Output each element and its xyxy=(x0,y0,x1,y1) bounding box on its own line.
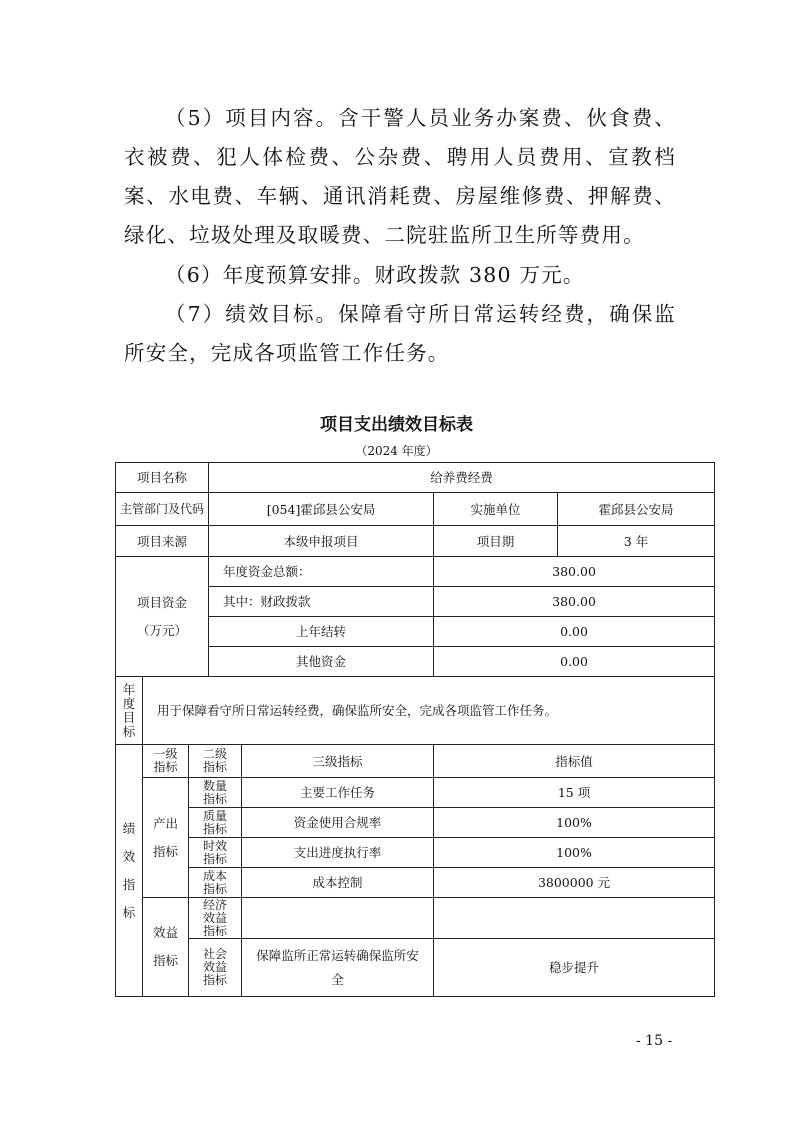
period-value: 3 年 xyxy=(558,526,715,557)
table-row xyxy=(116,808,715,838)
table-row xyxy=(116,557,715,587)
output-l3: 支出进度执行率 xyxy=(242,838,434,868)
table-row xyxy=(116,939,715,997)
dept-label: 主管部门及代码 xyxy=(116,493,209,526)
funds-label-cell xyxy=(116,557,209,677)
output-value: 3800000 元 xyxy=(434,868,715,898)
benefit-l3 xyxy=(242,898,434,939)
funds-other-value: 0.00 xyxy=(434,647,715,677)
header-level3: 三级指标 xyxy=(242,745,434,778)
funds-label: 项目资金 xyxy=(137,594,188,610)
table-row xyxy=(116,677,715,745)
source-label: 项目来源 xyxy=(116,526,209,557)
source-value: 本级申报项目 xyxy=(209,526,434,557)
benefit-l2: 经济效益指标 xyxy=(189,898,242,939)
benefit-label: 效益指标 xyxy=(143,898,189,997)
dept-value: [054]霍邱县公安局 xyxy=(209,493,434,526)
benefit-l2: 社会效益指标 xyxy=(189,939,242,997)
benefit-l3: 保障监所正常运转确保监所安全 xyxy=(242,939,434,997)
output-l3: 主要工作任务 xyxy=(242,778,434,808)
funds-fiscal-value: 380.00 xyxy=(434,587,715,617)
output-l3: 成本控制 xyxy=(242,868,434,898)
header-level1: 一级指标 xyxy=(143,745,189,778)
benefit-value xyxy=(434,898,715,939)
performance-target-table xyxy=(115,462,715,997)
table-row xyxy=(116,838,715,868)
output-l2: 时效指标 xyxy=(189,838,242,868)
header-value: 指标值 xyxy=(434,745,715,778)
output-value: 100% xyxy=(434,808,715,838)
funds-carryover-label: 上年结转 xyxy=(209,617,434,647)
output-l2: 质量指标 xyxy=(189,808,242,838)
perf-label: 绩效指标 xyxy=(116,745,143,997)
funds-other-label: 其他资金 xyxy=(209,647,434,677)
table-row xyxy=(116,493,715,526)
table-row xyxy=(116,868,715,898)
output-value: 15 项 xyxy=(434,778,715,808)
output-value: 100% xyxy=(434,838,715,868)
table-row xyxy=(116,526,715,557)
page-number: - 15 - xyxy=(636,1033,673,1049)
output-l3: 资金使用合规率 xyxy=(242,808,434,838)
period-label: 项目期 xyxy=(434,526,558,557)
impl-label: 实施单位 xyxy=(434,493,558,526)
table-row xyxy=(116,778,715,808)
header-level2: 二级指标 xyxy=(189,745,242,778)
funds-total-value: 380.00 xyxy=(434,557,715,587)
impl-value: 霍邱县公安局 xyxy=(558,493,715,526)
table-row xyxy=(116,898,715,939)
table-subtitle: （2024 年度） xyxy=(355,444,438,458)
project-name-label: 项目名称 xyxy=(116,463,209,493)
funds-unit: （万元） xyxy=(137,622,188,638)
project-name-value: 给养费经费 xyxy=(209,463,715,493)
funds-total-label: 年度资金总额： xyxy=(209,557,434,587)
paragraph-annual-budget: （6）年度预算安排。财政拨款 380 万元。 xyxy=(165,263,585,287)
table-title: 项目支出绩效目标表 xyxy=(320,415,473,435)
annual-goal-value: 用于保障看守所日常运转经费，确保监所安全，完成各项监管工作任务。 xyxy=(143,677,715,745)
paragraph-project-content: （5）项目内容。含干警人员业务办案费、伙食费、衣被费、犯人体检费、公杂费、聘用人员费用、宣教档案、水电费、车辆、通讯消耗费、房屋维修费、押解费、绿化、垃圾处理及取暖费、二院驻监所卫生所等费用。 xyxy=(124,106,676,247)
output-l2: 成本指标 xyxy=(189,868,242,898)
funds-carryover-value: 0.00 xyxy=(434,617,715,647)
paragraph-performance-goal: （7）绩效目标。保障看守所日常运转经费，确保监所安全，完成各项监管工作任务。 xyxy=(124,302,676,365)
annual-goal-label: 年度目标 xyxy=(116,677,143,745)
benefit-value: 稳步提升 xyxy=(434,939,715,997)
funds-fiscal-label: 其中：财政拨款 xyxy=(209,587,434,617)
output-l2: 数量指标 xyxy=(189,778,242,808)
output-label: 产出指标 xyxy=(143,778,189,898)
table-row xyxy=(116,463,715,493)
table-row xyxy=(116,745,715,778)
